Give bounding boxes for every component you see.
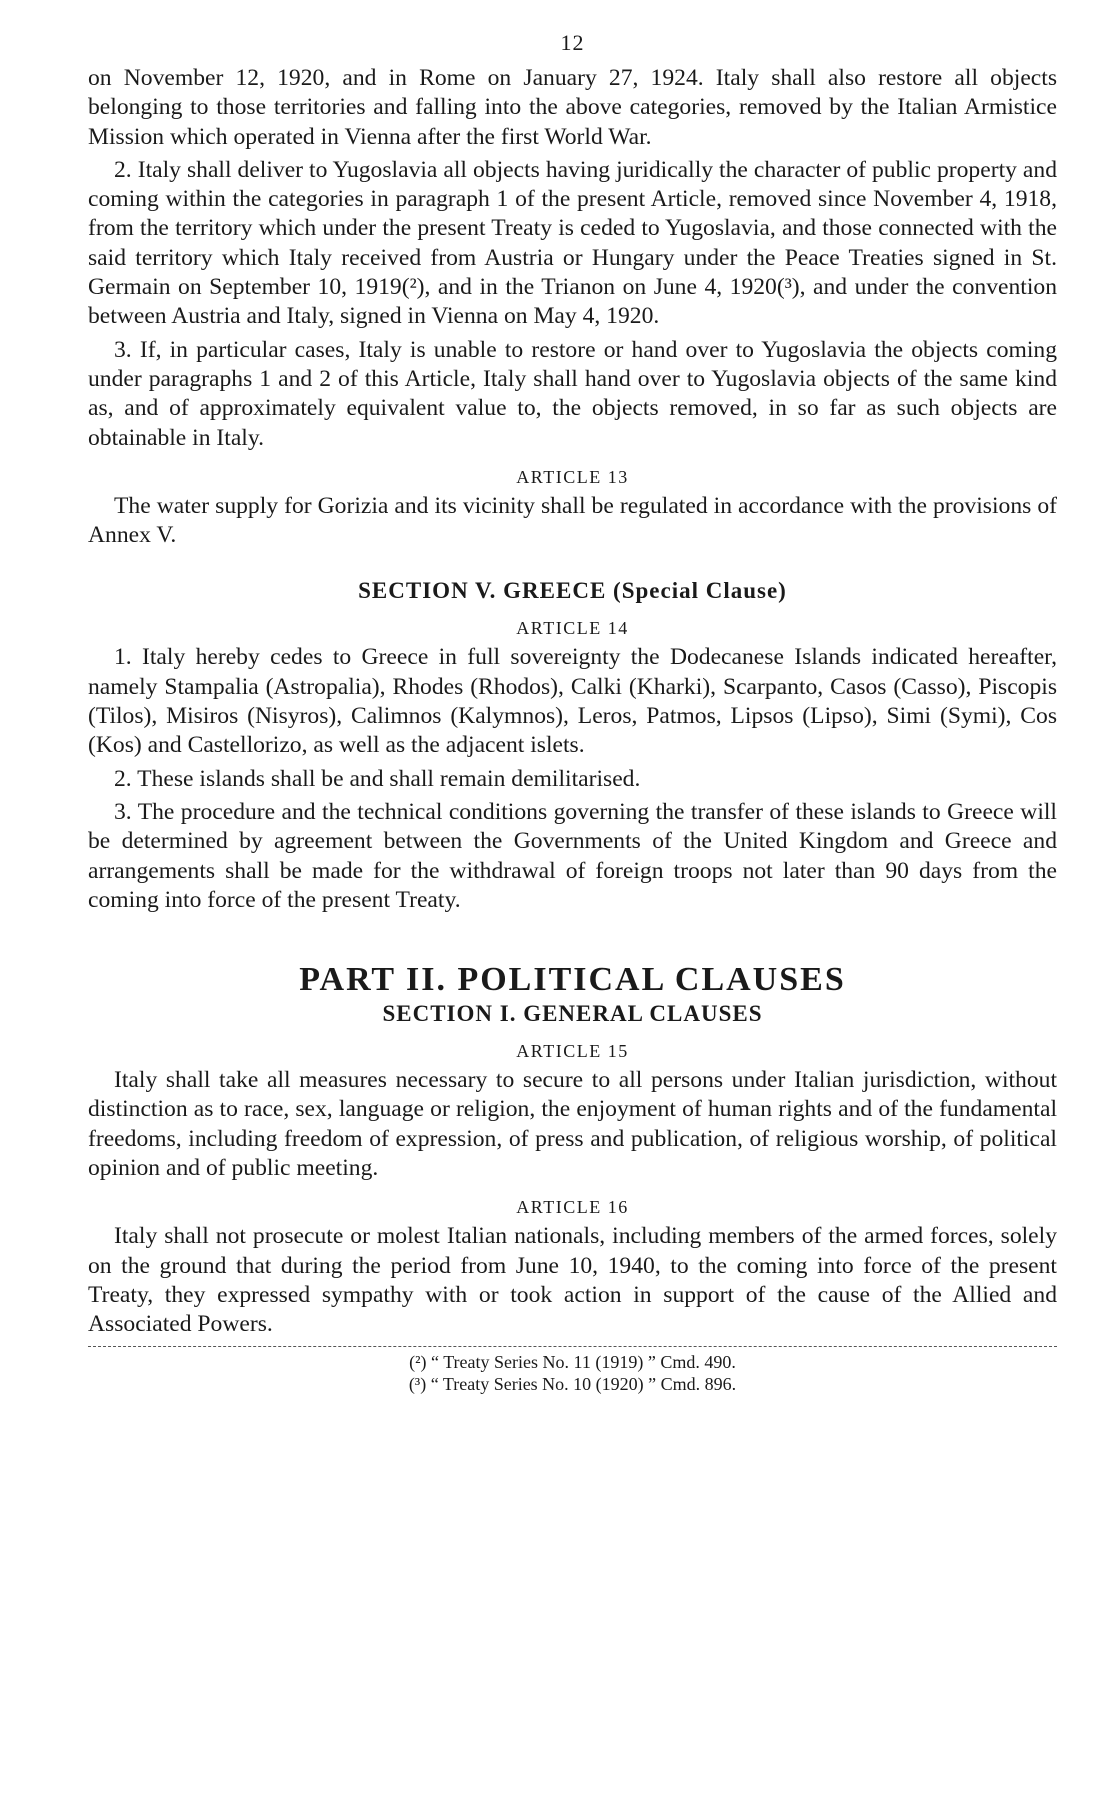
article-13-heading: ARTICLE 13 [516,466,629,487]
section-v-heading: SECTION V. GREECE (Special Clause) [358,578,787,604]
paragraph-continuation: on November 12, 1920, and in Rome on January 27, 1924. Italy shall also restore all objects belonging to those territories and falling into the above categories, removed by the Italian Armistice Mission which operated in Vienna after the first World War. [88,65,1057,150]
paragraph-art14-1: 1. Italy hereby cedes to Greece in full sovereignty the Dodecanese Islands indicated hereafter, namely Stampalia (Astropalia), Rhodes (Rhodos), Calki (Kharki), Scarpanto, Casos (Casso), Piscopis (Tilos), Misiros (Nisyros), Calimnos (Kalymnos), Leros, Patmos, Lipsos (Lipso), Simi (Symi), Cos (Kos) and Castellorizo, as well as the adjacent islets. [88,644,1057,759]
footnote-3: (³) “ Treaty Series No. 10 (1920) ” Cmd. 896. [408,1373,737,1394]
paragraph-art12-2: 2. Italy shall deliver to Yugoslavia all objects having juridically the character of public property and coming within the categories in paragraph 1 of the present Article, removed since November 4, 1918, from the territory which under the present Treaty is ceded to Yugoslavia, and those connected with the said territory which Italy received from Austria or Hungary under the Peace Treaties signed in St. Germain on September 10, 1919(²), and in the Trianon on June 4, 1920(³), and under the convention between Austria and Italy, signed in Vienna on May 4, 1920. [88,156,1057,330]
article-15-heading: ARTICLE 15 [516,1041,629,1062]
section-i-heading: SECTION I. GENERAL CLAUSES [382,1001,763,1027]
paragraph-art13: The water supply for Gorizia and its vicinity shall be regulated in accordance with the provisions of Annex V. [88,492,1057,549]
footnote-2: (²) “ Treaty Series No. 11 (1919) ” Cmd. 490. [409,1351,736,1372]
article-14-heading: ARTICLE 14 [516,618,629,639]
footnotes [88,1351,1057,1395]
paragraph-art16: Italy shall not prosecute or molest Italian nationals, including members of the armed forces, solely on the ground that during the period from June 10, 1940, to the coming into force of the present Treaty, they expressed sympathy with or took action in support of the cause of the Allied and Associated Powers. [88,1223,1057,1338]
footnote-divider [88,1346,1057,1347]
paragraph-art14-2: 2. These islands shall be and shall remain demilitarised. [114,765,641,792]
paragraph-art12-3: 3. If, in particular cases, Italy is unable to restore or hand over to Yugoslavia the objects coming under paragraphs 1 and 2 of this Article, Italy shall hand over to Yugoslavia objects of the same kind as, and of approximately equivalent value to, the objects removed, in so far as such objects are obtainable in Italy. [88,336,1057,451]
article-16-heading: ARTICLE 16 [516,1197,629,1218]
paragraph-art15: Italy shall take all measures necessary to secure to all persons under Italian jurisdiction, without distinction as to race, sex, language or religion, the enjoyment of human rights and of the fundamental freedoms, including freedom of expression, of press and publication, of religious worship, of political opinion and of public meeting. [88,1067,1057,1182]
part-ii-heading: PART II. POLITICAL CLAUSES [299,961,846,999]
page-number: 12 [560,30,585,55]
paragraph-art14-3: 3. The procedure and the technical conditions governing the transfer of these islands to Greece will be determined by agreement between the Governments of the United Kingdom and Greece and arrangements shall be made for the withdrawal of foreign troops not later than 90 days from the coming into force of the present Treaty. [88,798,1057,913]
